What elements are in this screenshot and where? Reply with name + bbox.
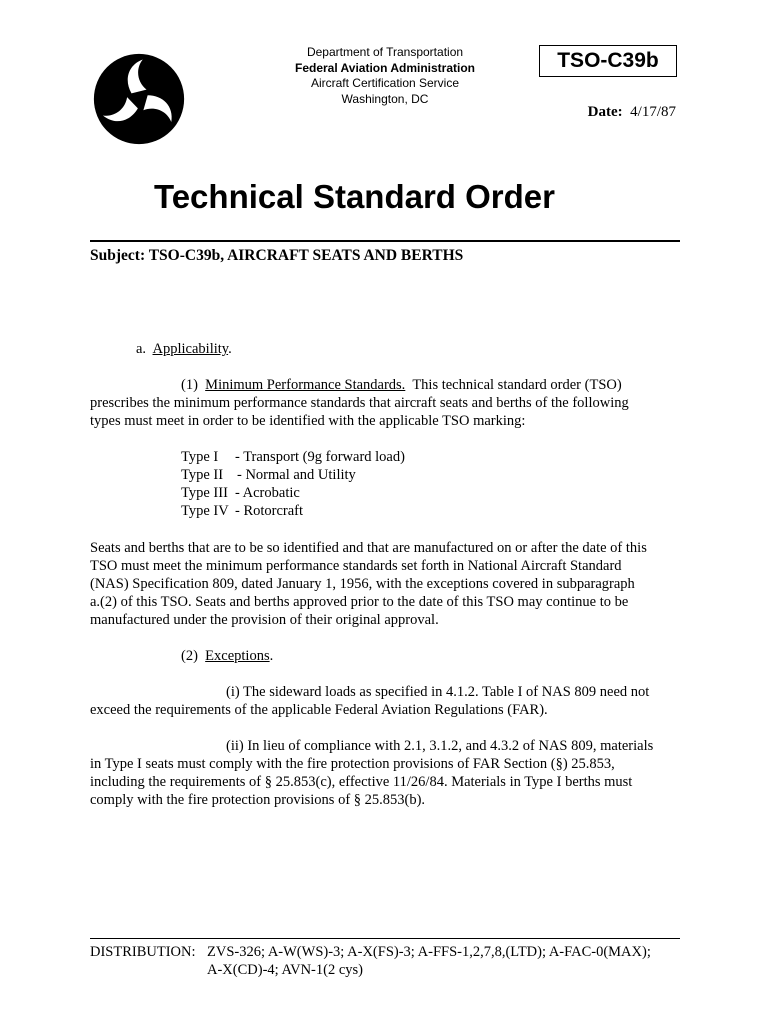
date-value: 4/17/87	[630, 104, 676, 120]
para-1-number: (1)	[181, 377, 198, 393]
seats-para-line-5: manufactured under the provision of their original approval.	[90, 612, 439, 628]
exception-i-line-2: exceed the requirements of the applicable Federal Aviation Regulations (FAR).	[90, 702, 548, 718]
date-line	[560, 104, 676, 121]
type-desc: - Normal and Utility	[237, 467, 356, 483]
section-a-punct: .	[228, 341, 232, 357]
document-title: Technical Standard Order	[154, 178, 555, 215]
distribution-divider	[90, 938, 680, 939]
para-2-title: Exceptions	[205, 648, 270, 664]
list-item	[181, 466, 356, 484]
distribution-line-2: A-X(CD)-4; AVN-1(2 cys)	[207, 962, 363, 978]
type-desc: - Transport (9g forward load)	[235, 449, 405, 465]
para-1-text-1: This technical standard order (TSO)	[412, 377, 622, 393]
type-name: Type III	[181, 485, 228, 501]
exception-ii-line-1: (ii) In lieu of compliance with 2.1, 3.1.2, and 4.3.2 of NAS 809, materials	[226, 738, 654, 754]
seats-para-line-4: a.(2) of this TSO. Seats and berths approved prior to the date of this TSO may continue to be	[90, 594, 629, 610]
type-desc: - Rotorcraft	[235, 503, 304, 519]
list-item	[181, 502, 303, 520]
list-item	[181, 484, 300, 502]
date-label: Date:	[587, 104, 623, 120]
exception-ii-line-4: comply with the fire protection provisions of § 25.853(b).	[90, 792, 426, 808]
section-a-label: a.	[136, 341, 147, 357]
list-item	[181, 448, 405, 466]
para-2-heading	[181, 647, 273, 665]
seats-para-line-2: TSO must meet the minimum performance standards set forth in National Aircraft Standard	[90, 558, 622, 574]
para-1-heading: Minimum Performance Standards.	[205, 377, 406, 393]
distribution-label: DISTRIBUTION:	[90, 944, 196, 960]
seats-para-line-3: (NAS) Specification 809, dated January 1, 1956, with the exceptions covered in subparagraph	[90, 576, 635, 592]
title-divider	[90, 240, 680, 242]
dot-logo-icon	[92, 52, 186, 146]
type-desc: - Acrobatic	[235, 485, 300, 501]
subject-line: Subject: TSO-C39b, AIRCRAFT SEATS AND BERTHS	[90, 247, 464, 264]
para-1-line-1	[181, 376, 622, 394]
exception-i-line-1: (i) The sideward loads as specified in 4.1.2. Table I of NAS 809 need not	[226, 684, 650, 700]
section-a-title: Applicability	[152, 341, 229, 357]
agency-line-faa: Federal Aviation Administration	[294, 60, 476, 75]
agency-line-service: Aircraft Certification Service	[310, 76, 460, 90]
section-a-heading	[136, 340, 232, 358]
para-1-line-2: prescribes the minimum performance standards that aircraft seats and berths of the following	[90, 395, 629, 411]
exception-ii-line-3: including the requirements of § 25.853(c), effective 11/26/84. Materials in Type I berths must	[90, 774, 633, 790]
agency-line-city: Washington, DC	[341, 91, 429, 106]
type-name: Type II	[181, 467, 224, 483]
tso-number-box: TSO-C39b	[539, 45, 677, 77]
seats-para-line-1: Seats and berths that are to be so identified and that are manufactured on or after the date of this	[90, 540, 647, 556]
exception-ii-line-2: in Type I seats must comply with the fire protection provisions of FAR Section (§) 25.853,	[90, 756, 615, 772]
agency-line-department: Department of Transportation	[306, 45, 464, 59]
para-2-punct: .	[269, 648, 274, 664]
type-name: Type IV	[181, 503, 229, 519]
para-1-line-3: types must meet in order to be identified with the applicable TSO marking:	[90, 413, 526, 429]
para-2-number: (2)	[181, 648, 198, 664]
type-name: Type I	[181, 449, 219, 465]
agency-block	[250, 45, 520, 107]
distribution-line-1: ZVS-326; A-W(WS)-3; A-X(FS)-3; A-FFS-1,2,7,8,(LTD); A-FAC-0(MAX);	[207, 944, 651, 960]
